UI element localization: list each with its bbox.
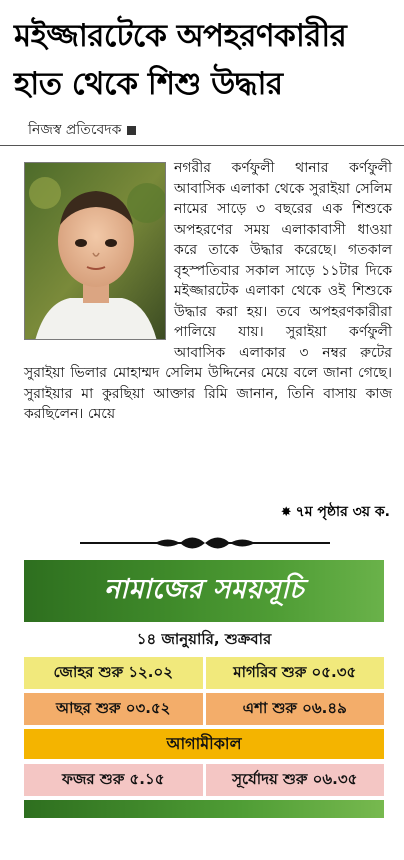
byline-text: নিজস্ব প্রতিবেদক <box>28 122 122 138</box>
flower-bullet-icon: ✸ <box>280 505 292 520</box>
sunrise-time: সূর্যোদয় শুরু ০৬.৩৫ <box>206 764 385 796</box>
prayer-row-zuhr-maghrib <box>24 657 384 689</box>
prayer-row-asr-isha <box>24 693 384 725</box>
continued-note <box>281 500 390 524</box>
continued-text: ৭ম পৃষ্ঠার ৩য় ক. <box>295 504 390 520</box>
footer-green-bar <box>24 800 384 818</box>
fajr-time: ফজর শুরু ৫.১৫ <box>24 764 206 796</box>
article-body <box>24 158 392 425</box>
asr-time: আছর শুরু ০৩.৫২ <box>24 693 206 725</box>
maghrib-time: মাগরিব শুরু ০৫.৩৫ <box>206 657 385 689</box>
article-body-text: নগরীর কর্ণফুলী থানার কর্ণফুলী আবাসিক এলাকা থেকে সুরাইয়া সেলিম নামের সাড়ে ৩ বছরের এক শিশুকে অপহরণের সময় এলাকাবাসী ধাওয়া করে তাকে উদ্ধার করেছে। গতকাল বৃহস্পতিবার সকাল সাড়ে ১১টার দিকে মইজ্জারটেক এলাকা থেকে ওই শিশুকে উদ্ধার করা হয়। তবে অপহরণকারীরা পালিয়ে যায়। সুরাইয়া কর্ণফুলী আবাসিক এলাকার ৩ নম্বর রুটের সুরাইয়া ভিলার মোহাম্মদ সেলিম উদ্দিনের মেয়ে বলে জানা গেছে। সুরাইয়ার মা কুরছিয়া আক্তার রিমি জানান, তিনি বাসায় কাজ করছিলেন। মেয়ে <box>24 160 392 422</box>
zuhr-time: জোহর শুরু ১২.০২ <box>24 657 206 689</box>
byline <box>28 118 136 142</box>
ornamental-divider <box>80 532 330 554</box>
headline: মইজ্জারটেকে অপহরণকারীর হাত থেকে শিশু উদ্ধার <box>14 18 347 102</box>
prayer-row-fajr-sunrise <box>24 764 384 796</box>
banner-title: নামাজের সময়সূচি <box>104 573 304 605</box>
square-bullet-icon <box>127 126 136 135</box>
prayer-schedule-banner <box>24 560 384 622</box>
isha-time: এশা শুরু ০৬.৪৯ <box>206 693 385 725</box>
byline-divider <box>0 145 404 146</box>
tomorrow-label: আগামীকাল <box>24 729 384 759</box>
schedule-date: ১৪ জানুয়ারি, শুক্রবার <box>136 630 272 648</box>
photo-spacer <box>24 158 174 344</box>
